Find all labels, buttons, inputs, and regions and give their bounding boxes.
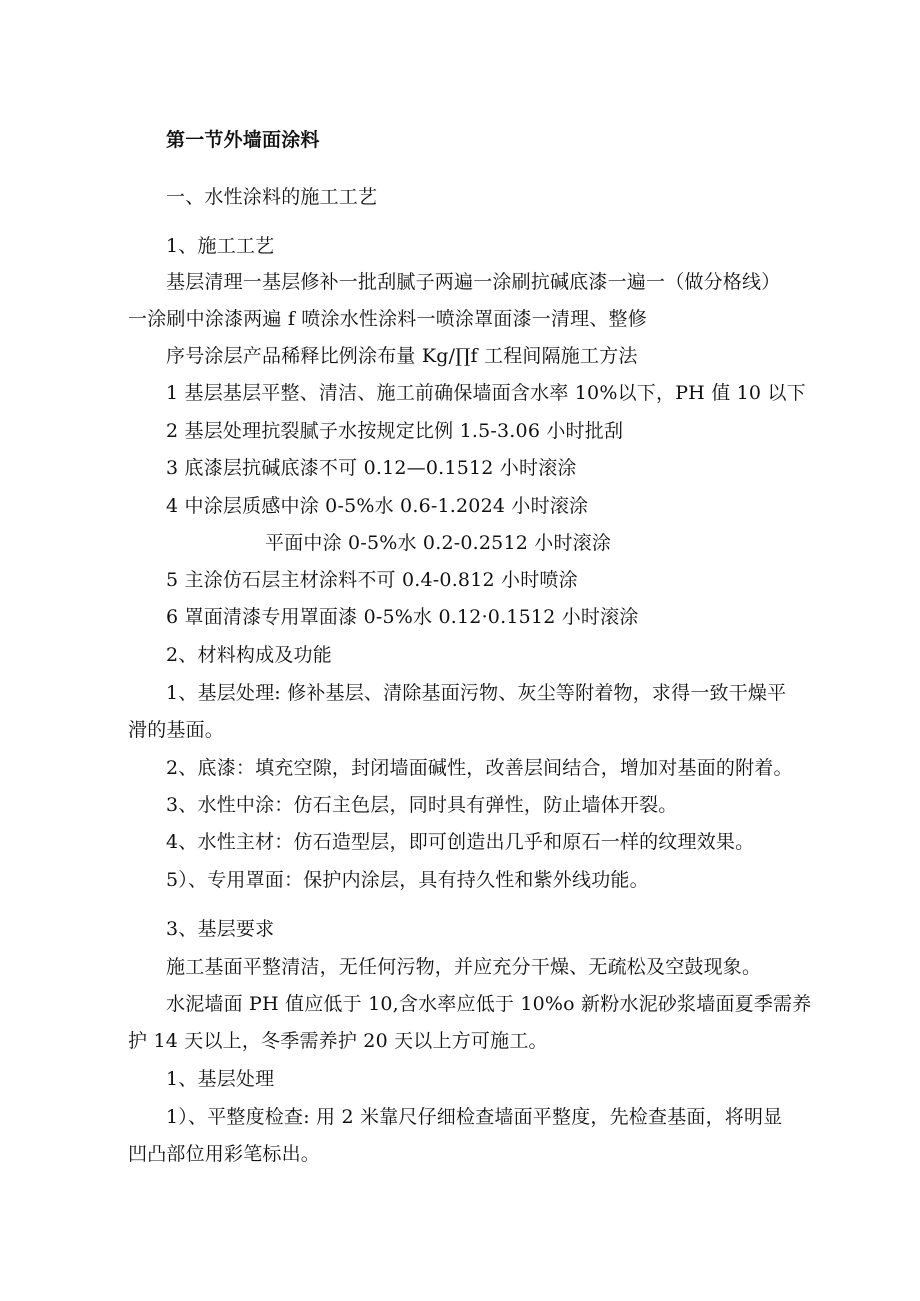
subsection-heading: 1、基层处理 [166,1068,275,1090]
table-row: 6 罩面清漆专用罩面漆 0-5%水 0.12·0.1512 小时滚涂 [166,606,639,628]
table-row: 平面中涂 0-5%水 0.2-0.2512 小时滚涂 [265,532,612,554]
table-header: 序号涂层产品稀释比例涂布量 Kg/∏f 工程间隔施工方法 [166,345,638,367]
subsection-heading: 2、材料构成及功能 [166,644,332,666]
subsection-heading: 3、基层要求 [166,918,275,940]
paragraph-line: 护 14 天以上，冬季需养护 20 天以上方可施工。 [128,1030,548,1052]
paragraph-line: 1）、平整度检查: 用 2 米靠尺仔细检查墙面平整度，先检查基面，将明显 [166,1106,783,1128]
paragraph-line: 4、水性主材：仿石造型层，即可创造出几乎和原石一样的纹理效果。 [166,831,755,853]
table-row: 2 基层处理抗裂腻子水按规定比例 1.5-3.06 小时批刮 [166,420,624,442]
table-row: 5 主涂仿石层主材涂料不可 0.4-0.812 小时喷涂 [166,569,578,591]
paragraph-line: 1、基层处理: 修补基层、清除基面污物、灰尘等附着物，求得一致干燥平 [166,682,787,704]
paragraph-line: 水泥墙面 PH 值应低于 10,含水率应低于 10%o 新粉水泥砂浆墙面夏季需养 [166,993,812,1015]
paragraph-line: 2、底漆：填充空隙，封闭墙面碱性，改善层间结合，增加对基面的附着。 [166,757,793,779]
paragraph-line: 滑的基面。 [128,719,225,741]
paragraph-line: 凹凸部位用彩笔标出。 [128,1143,321,1165]
process-text-line: 基层清理一基层修补一批刮腻子两遍一涂刷抗碱底漆一遍一（做分格线） [166,271,781,293]
table-row: 4 中涂层质感中涂 0-5%水 0.6-1.2024 小时滚涂 [166,495,589,517]
paragraph-line: 5）、专用罩面：保护内涂层，具有持久性和紫外线功能。 [166,869,649,891]
subsection-heading: 1、施工工艺 [166,235,275,257]
paragraph-line: 施工基面平整清洁，无任何污物，并应充分干燥、无疏松及空鼓现象。 [166,956,762,978]
section-heading: 一、水性涂料的施工工艺 [166,186,378,208]
process-text-line: 一涂刷中涂漆两遍 f 喷涂水性涂料一喷涂罩面漆一清理、整修 [128,308,647,330]
table-row: 3 底漆层抗碱底漆不可 0.12—0.1512 小时滚涂 [166,457,577,479]
paragraph-line: 3、水性中涂：仿石主色层，同时具有弹性，防止墙体开裂。 [166,794,678,816]
table-row: 1 基层基层平整、清洁、施工前确保墙面含水率 10%以下，PH 值 10 以下 [166,382,806,404]
page-title: 第一节外墙面涂料 [166,129,320,151]
